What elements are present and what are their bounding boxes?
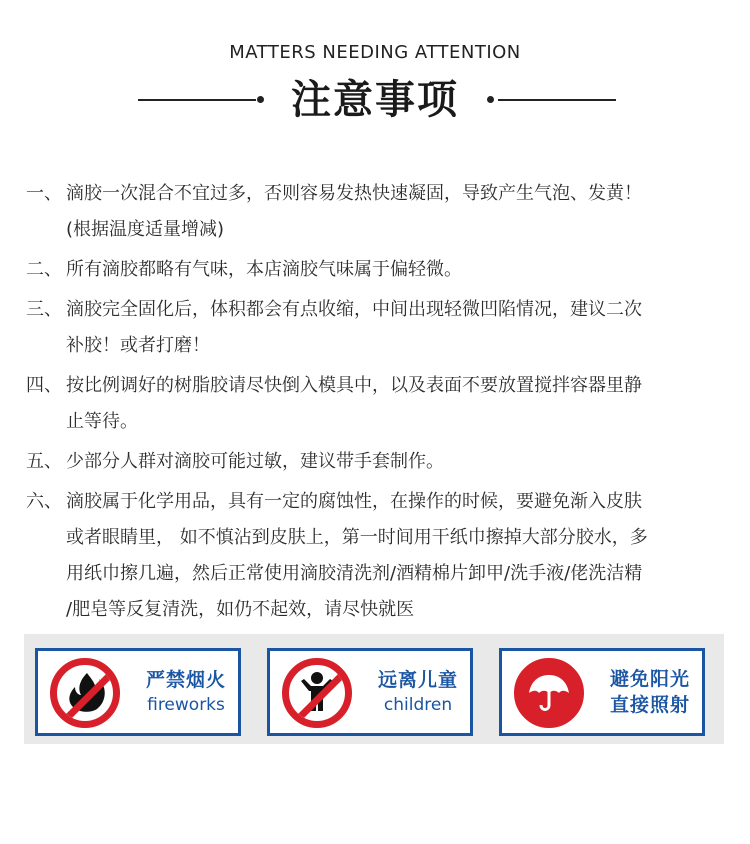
note-number: 四、: [26, 375, 62, 396]
note-line: (根据温度适量增减): [66, 219, 225, 240]
note-item: [26, 176, 726, 248]
sign-cn-label: 避免阳光: [609, 668, 690, 690]
title-dot-right: [487, 96, 494, 103]
note-line: 止等待。: [66, 411, 138, 432]
note-text: [66, 252, 726, 288]
sign-en-label: children: [383, 695, 453, 715]
note-number: 二、: [26, 259, 62, 280]
sign-avoid-sunlight: [499, 648, 705, 736]
note-text: [66, 368, 726, 440]
note-line: 所有滴胶都略有气味，本店滴胶气味属于偏轻微。: [66, 259, 462, 280]
note-line: 滴胶属于化学用品，具有一定的腐蚀性，在操作的时候，要避免渐入皮肤: [66, 491, 642, 512]
notes-list: [26, 176, 726, 632]
english-title: MATTERS NEEDING ATTENTION: [229, 42, 521, 63]
umbrella-icon: [514, 658, 584, 728]
title-row: [0, 72, 750, 128]
sign-cn-label: 远离儿童: [377, 669, 458, 691]
note-text: [66, 444, 726, 480]
note-number: 三、: [26, 299, 62, 320]
note-item: [26, 484, 726, 628]
note-item: [26, 252, 726, 288]
note-line: 少部分人群对滴胶可能过敏，建议带手套制作。: [66, 451, 444, 472]
note-line: 滴胶一次混合不宜过多，否则容易发热快速凝固，导致产生气泡、发黄！: [66, 183, 642, 204]
sign-cn-label-2: 直接照射: [609, 694, 690, 716]
note-line: 补胶！或者打磨！: [66, 335, 210, 356]
note-item: [26, 444, 726, 480]
note-number: 六、: [26, 491, 62, 512]
sign-label: [366, 651, 470, 733]
note-line: /肥皂等反复清洗，如仍不起效，请尽快就医: [66, 599, 415, 620]
note-line: 按比例调好的树脂胶请尽快倒入模具中，以及表面不要放置搅拌容器里静: [66, 375, 642, 396]
sign-en-label: fireworks: [147, 695, 225, 715]
note-line: 或者眼睛里， 如不慎沾到皮肤上，第一时间用干纸巾擦掉大部分胶水，多: [66, 527, 648, 548]
sign-cn-label: 严禁烟火: [145, 669, 226, 691]
sign-no-fire: [35, 648, 241, 736]
note-number: 一、: [26, 183, 62, 204]
no-fire-icon: [50, 658, 120, 728]
note-text: [66, 292, 726, 364]
note-number: 五、: [26, 451, 62, 472]
sign-keep-away-children: [267, 648, 473, 736]
sign-label: [598, 651, 702, 733]
title-line-right: [498, 99, 616, 101]
sign-label: [134, 651, 238, 733]
warning-signs-banner: [24, 634, 724, 744]
note-text: [66, 484, 726, 628]
page-title: 注意事项: [291, 77, 459, 123]
note-line: 滴胶完全固化后，体积都会有点收缩，中间出现轻微凹陷情况，建议二次: [66, 299, 642, 320]
keep-away-children-icon: [282, 658, 352, 728]
note-item: [26, 368, 726, 440]
note-text: [66, 176, 726, 248]
note-item: [26, 292, 726, 364]
note-line: 用纸巾擦几遍，然后正常使用滴胶清洗剂/酒精棉片卸甲/洗手液/佬洗洁精: [66, 563, 643, 584]
